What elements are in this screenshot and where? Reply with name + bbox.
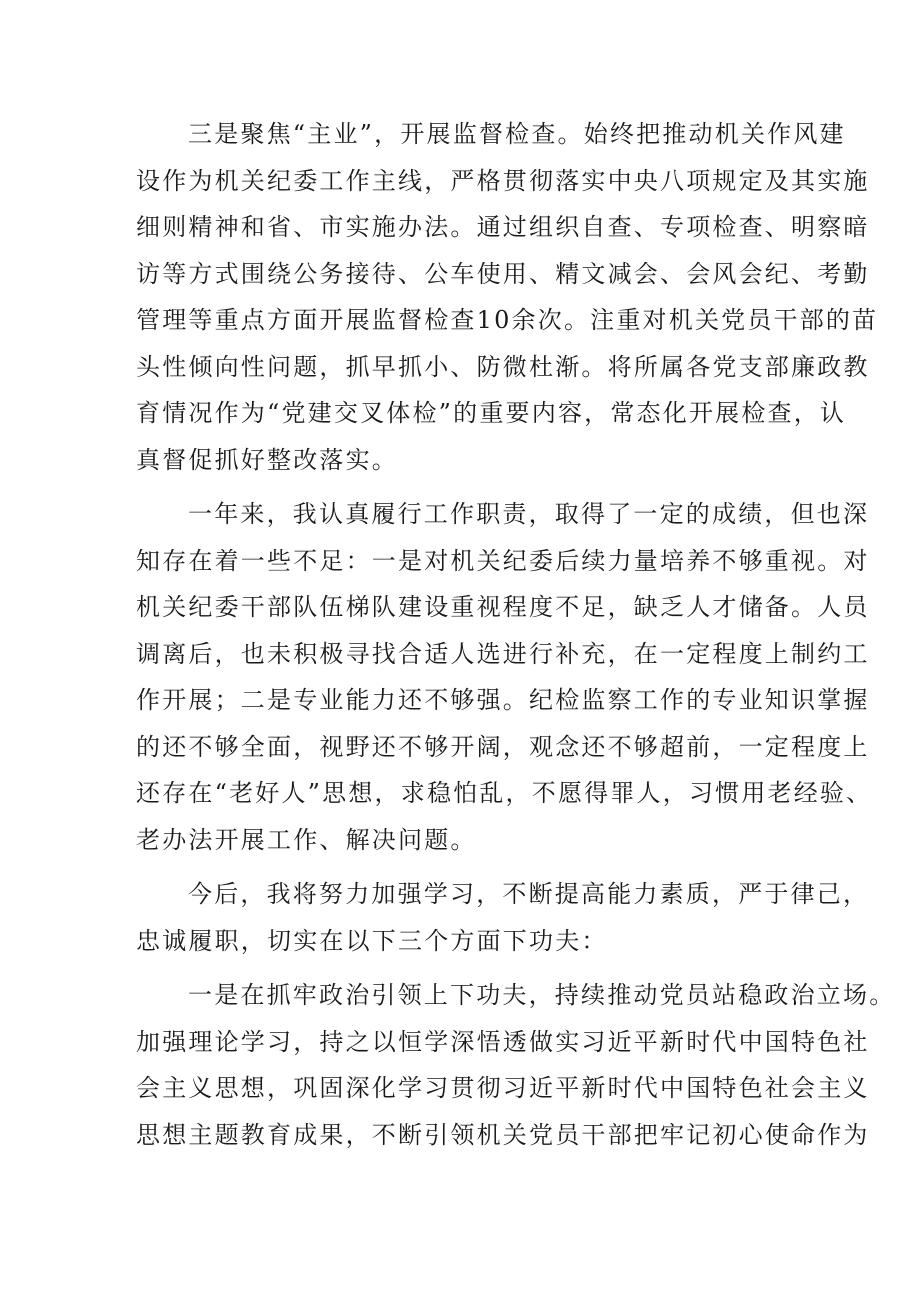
text-line: 会主义思想，巩固深化学习贯彻习近平新时代中国特色社会主义 (136, 1074, 870, 1102)
text-line: 的还不够全面，视野还不够开阔，观念还不够超前，一定程度上 (136, 732, 870, 761)
paragraph-political-guidance (136, 972, 896, 1158)
text-line: 头性倾向性问题，抓早抓小、防微杜渐。将所属各党支部廉政教 (136, 352, 870, 381)
paragraph-shortcomings (136, 491, 873, 863)
paragraph-gap (136, 483, 794, 491)
paragraph-gap (136, 863, 794, 871)
text-line: 一是在抓牢政治引领上下功夫，持续推动党员站稳政治立场。 (188, 981, 896, 1009)
text-line: 访等方式围绕公务接待、公车使用、精文减会、会风会纪、考勤 (136, 259, 870, 288)
text-line: 一年来，我认真履行工作职责，取得了一定的成绩，但也深 (188, 500, 870, 528)
text-line: 作开展；二是专业能力还不够强。纪检监察工作的专业知识掌握 (136, 686, 870, 714)
text-line: 老办法开展工作、解决问题。 (136, 825, 477, 854)
text-line: 知存在着一些不足：一是对机关纪委后续力量培养不够重视。对 (136, 546, 870, 575)
text-line: 今后，我将努力加强学习，不断提高能力素质，严于律己， (188, 880, 870, 908)
text-line: 真督促抓好整改落实。 (136, 445, 398, 474)
text-line: 忠诚履职，切实在以下三个方面下功夫： (136, 926, 608, 955)
text-line: 三是聚焦“主业”，开展监督检查。始终把推动机关作风建 (188, 120, 846, 148)
paragraph-supervision (136, 111, 879, 483)
text-line: 管理等重点方面开展监督检查10余次。注重对机关党员干部的苗 (136, 306, 879, 334)
paragraph-gap (136, 964, 794, 972)
text-line: 细则精神和省、市实施办法。通过组织自查、专项检查、明察暗 (136, 213, 870, 241)
text-line: 育情况作为“党建交叉体检”的重要内容，常态化开展检查，认 (136, 399, 847, 427)
text-line: 加强理论学习，持之以恒学深悟透做实习近平新时代中国特色社 (136, 1027, 870, 1056)
paragraph-future (136, 871, 870, 964)
document-body (136, 111, 896, 1158)
text-line: 机关纪委干部队伍梯队建设重视程度不足，缺乏人才储备。人员 (136, 593, 870, 621)
text-line: 思想主题教育成果，不断引领机关党员干部把牢记初心使命作为 (136, 1120, 870, 1149)
text-line: 还存在“老好人”思想，求稳怕乱，不愿得罪人，习惯用老经验、 (136, 779, 873, 807)
text-line: 调离后，也未积极寻找合适人选进行补充，在一定程度上制约工 (136, 639, 870, 668)
text-line: 设作为机关纪委工作主线，严格贯彻落实中央八项规定及其实施 (136, 166, 870, 195)
